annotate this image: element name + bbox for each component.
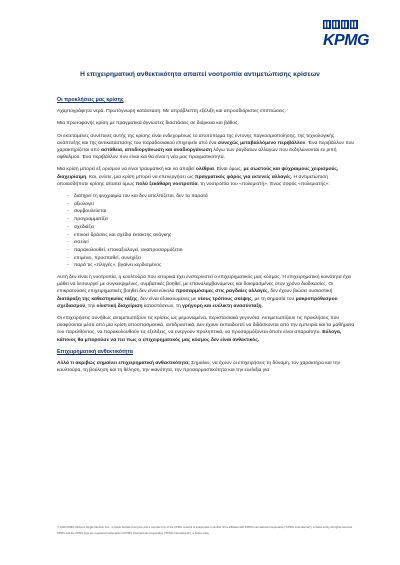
paragraph: Οι επιχειρήσεις συνήθως αντιμετωπίζουν τις κρίσεις ως μεμονωμένα, περιστασιακά γεγονότα. Αντιμετωπίζουν τις προκλήσεις που αναφύονται μέσα από μια κρίση αποσπασματικά, αντιδραστικά. Δεν έχουν εκπαιδευτεί να διδάσκονται από την εμπειρία και τα μαθήματα του παρελθόντος, να παρακολουθούν τις εξελίξεις, να ενεργούν προληπτικά, να προσαρμόζονται όποτε είναι απαραίτητο. Εύλογα, κάποιος θα μπορούσε να πει πως ο επιχειρηματικός μας κόσμος δεν είναι ανθεκτικός. xyxy=(57,316,355,343)
list-item: - σχεδιάζει xyxy=(67,224,355,232)
list-item: - προγραμματίζει xyxy=(67,216,355,224)
document-title: Η επιχειρηματική ανθεκτικότητα απαιτεί νοοτροπία αντιμετώπισης κρίσεων xyxy=(80,71,320,78)
section-heading: Οι προκλήσεις μας κρίσης xyxy=(57,97,124,103)
section-heading: Επιχειρηματική ανθεκτικότητα xyxy=(57,348,133,355)
document-body xyxy=(57,97,355,380)
list-item: - παρακολουθεί, επαναξιολογεί, αναπροσαρμόζεται xyxy=(67,247,355,255)
list-item: - επινοεί δράσεις και σχέδια έκτακτης ανάγκης xyxy=(67,232,355,240)
list-item: - αξιολογεί xyxy=(67,201,355,209)
list-item: - συμβουλεύεται xyxy=(67,208,355,216)
footer-copyright: © 2020 KPMG Advisors Single Member S.A., a Greek Société Anonyme and a member firm of the KPMG network of independent member firms affiliated with KPMG International Cooperative ("KPMG International"), a Swiss entity. All rights reserved. xyxy=(57,526,353,529)
paragraph: Αλλά τι ακριβώς σημαίνει επιχειρηματική ανθεκτικότητα; Σημαίνει, να έχουν οι επιχειρήσεις τη δύναμη, τον χαρακτήρα και την κουλτούρα, τη βούληση και τη θέληση, την ικανότητα, την προσαρμοστικότητα και την ευελιξία για xyxy=(57,361,341,374)
paragraph: Μια πρωτοφανής κρίση με πραγματικά άγνωστες διαστάσεις σε διάρκεια και βάθος. xyxy=(57,121,239,127)
paragraph: Αχαρτογράφητα νερά. Πρωτόγνωρη κατάσταση. Με απρόβλεπτη εξέλιξη και απροσδιόριστες επιπτώσεις. xyxy=(57,109,287,115)
warrior-traits-list xyxy=(57,193,355,270)
svg-text:KPMG: KPMG xyxy=(323,32,369,48)
paragraph: Μια κρίση μπορεί εξ ορισμού να είναι τραυματική και να αποβεί ολέθρια. Είναι όμως, με σωστούς και ψύχραιμους χειρισμούς, διαχειρίσιμη. Και, ενίοτε, μια κρίση μπορεί να επενεργήσει ως πραγματικός φάρος για εκτενείς αλλαγές. Η αντιμετώπιση οποιασδήποτε κρίσης απαιτεί όμως πολύ ξεκάθαρη νοοτροπία, τη νοοτροπία του «πολεμιστή». Ένας σοφός «πολεμιστής»: xyxy=(57,167,339,187)
list-item: - διατηρεί τη ψυχραιμία του και δεν απελπίζεται, δεν τα παρατά xyxy=(67,193,355,201)
legal-footer xyxy=(57,526,355,538)
paragraph: Οι εκτεταμένες συνέπειες αυτής της κρίσης είναι ενδεχομένως το αποτύπωμα της έντονης παγκοσμιοποίησης, της τεχνολογικής ανάπτυξης και της αντικατάστασης του παραδοσιακού επιχειρείν από ένα συνεχώς μεταβαλλόμενο περιβάλλον. Ένα περιβάλλον που χαρακτηρίζεται από αστάθεια, αποδιοργάνωση και αναδιοργάνωση λόγω των ραγδαίων αλλαγών που εκδηλώνονται εν ριπή οφθαλμού. Ένα περιβάλλον που είναι και θα είναι η νέα μας πραγματικότητα. xyxy=(57,133,355,161)
list-item: - επιμένει, προσπαθεί, συνεχίζει xyxy=(67,255,355,263)
footer-trademark: KPMG and the KPMG logo are registered trademarks of KPMG International Cooperative ("KPMG International"), a Swiss entity. xyxy=(57,532,210,535)
kpmg-logo xyxy=(322,20,376,48)
paragraph: Αυτή δεν είναι η νοοτροπία, η κουλτούρα που ιστορικά έχει ενστερνιστεί ο επιχειρηματικός μας κόσμος. Η επιχειρηματική κοινότητα έχει μάθει να λειτουργεί με συγκεκριμένες, συμβατικές βοηθεί, με επαναλαμβανόμενες και δοκιμασμένες στον χρόνο διαδικασίες. Οι επικρατούσες επιχειρηματικές βοηθεί δεν είναι εύκολα προσαρμόσιμες στις ραγδαίες αλλαγές, δεν έχουν βιώσει ουσιαστική διατάραξη της καθεστηκυίας τάξης, δεν είναι εξοικειωμένες με νέους τρόπους σκέψης, με τη σημασία του μακροπρόθεσμου σχεδιασμού, την ολιστική διαχείριση καταστάσεων, τη γρήγορη και ευέλικτη ανασύνταξη. xyxy=(57,275,352,309)
list-item: - εκτελεί xyxy=(67,239,355,247)
list-item: - παρά τις «πληγές», βγαίνει κερδισμένος xyxy=(67,262,355,270)
